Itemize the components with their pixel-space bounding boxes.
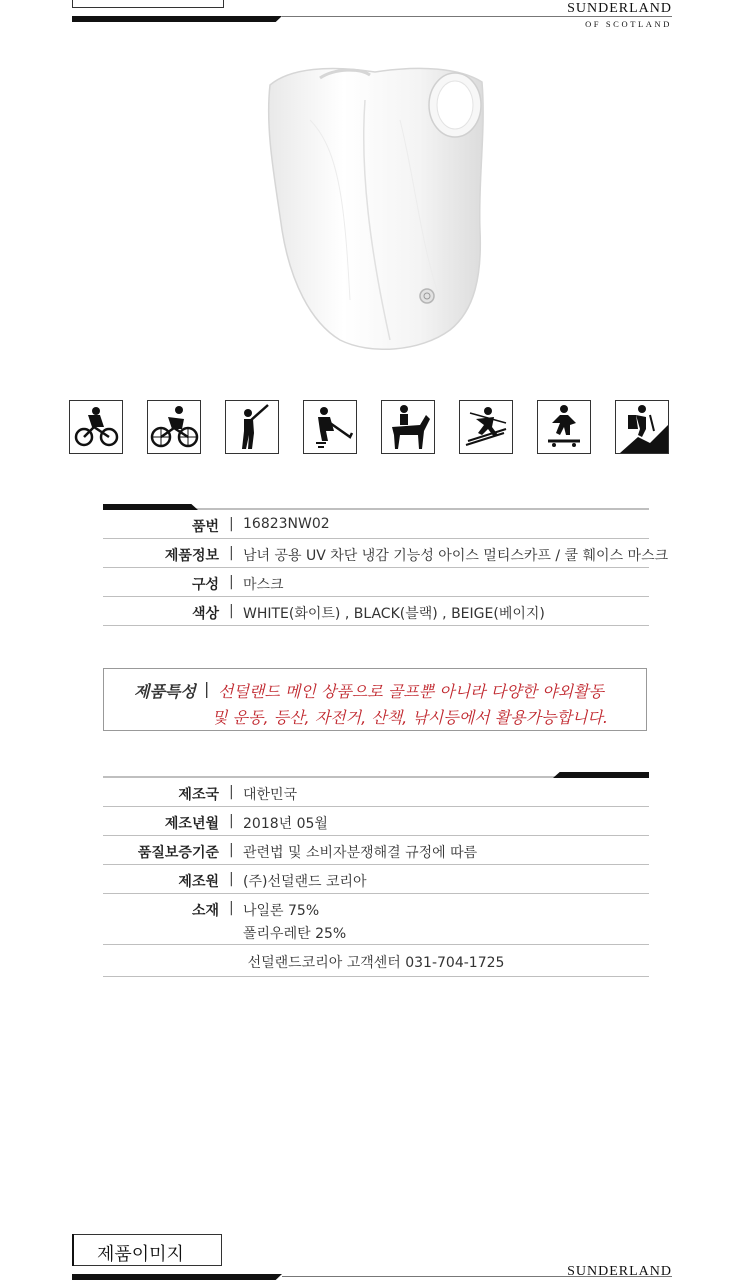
title-corner-mark [72,1234,74,1266]
table-row [103,865,649,894]
separator: | [229,813,234,829]
spec-value: 남녀 공용 UV 차단 냉감 기능성 아이스 멀티스카프 / 쿨 훼이스 마스크 [243,548,669,564]
maker-label: 제조원 [178,874,219,890]
separator: | [229,900,234,916]
spec-value: 16823NW02 [243,516,330,532]
skiing-icon [459,400,513,454]
header-thick-rule [72,1274,282,1280]
maker-value: 대한민국 [243,787,298,803]
maker-value: (주)선덜랜드 코리아 [243,874,367,890]
separator: | [229,574,234,590]
spec-table [103,508,669,626]
section-title-box [72,0,224,8]
separator: | [229,871,234,887]
maker-label: 소재 [191,903,219,919]
feature-label: 제품특성 [134,682,196,701]
cycling-icon [69,400,123,454]
maker-value: 관련법 및 소비자분쟁해결 규정에 따름 [243,845,478,861]
spec-label: 품번 [191,519,219,535]
brand-logo [567,2,672,29]
spec-value: 마스크 [243,577,284,593]
golf-icon [225,400,279,454]
feature-text-line1: 선덜랜드 메인 상품으로 골프뿐 아니라 다양한 야외활동 [218,682,605,701]
table-row [103,539,669,568]
separator: | [229,784,234,800]
table-row [103,510,649,539]
separator: | [229,842,234,858]
material-line2: 폴리우레탄 25% [243,926,347,942]
activity-icons [69,400,673,456]
separator: | [229,603,234,619]
brand-name: SUNDERLAND [567,1264,672,1279]
feature-text-line2: 및 운동, 등산, 자전거, 산책, 낚시등에서 활용가능합니다. [212,708,608,727]
table-row [103,894,649,945]
material-line1: 나일론 75% [243,903,320,919]
spec-label: 구성 [191,577,219,593]
maker-table [103,776,649,977]
section-title-box [72,1234,222,1266]
table-row [103,836,649,865]
separator: | [229,516,234,532]
spec-label: 색상 [191,606,219,622]
maker-label: 품질보증기준 [137,845,219,861]
section-title: 제품이미지 [97,1244,184,1265]
customer-center: 선덜랜드코리아 고객센터 031-704-1725 [247,955,505,971]
table-row [103,597,649,626]
maker-label: 제조년월 [164,816,219,832]
spec-value: WHITE(화이트) , BLACK(블랙) , BEIGE(베이지) [243,606,545,622]
brand-subtitle: OF SCOTLAND [585,19,672,29]
hiking-icon [615,400,669,454]
maker-value [243,900,346,943]
inline-hockey-icon [303,400,357,454]
product-image [250,60,500,360]
maker-value: 2018년 05월 [243,816,328,832]
brand-name: SUNDERLAND [567,1,672,16]
header-thick-rule [72,16,282,22]
table-row [103,945,649,977]
maker-label: 제조국 [178,787,219,803]
spec-label: 제품정보 [164,548,219,564]
feature-box [103,668,647,731]
separator: | [204,679,210,698]
road-bike-icon [147,400,201,454]
separator: | [229,545,234,561]
table-row [103,568,649,597]
table-row [103,778,649,807]
horse-riding-icon [381,400,435,454]
table-row [103,807,649,836]
skateboard-icon [537,400,591,454]
